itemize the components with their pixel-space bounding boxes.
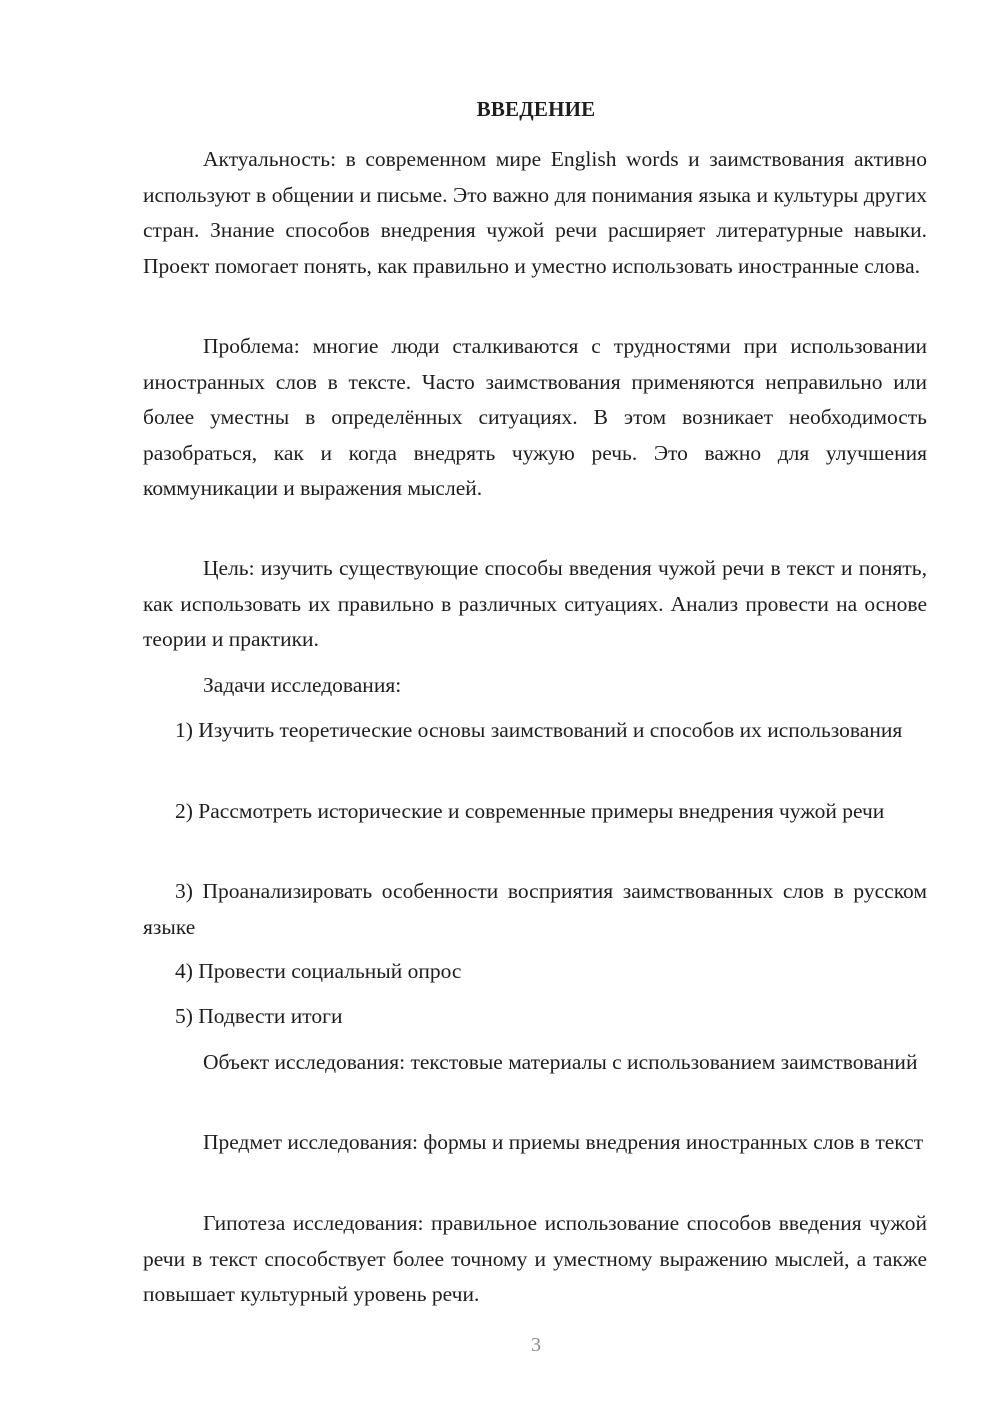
paragraph-relevance: Актуальность: в современном мире English words и заимствования активно используют в общении и письме. Это важно для понимания языка и культуры других стран. Знание способов внедрения чужой речи расширяет литературные навыки. Проект помогает понять, как правильно и уместно использовать иностранные слова. — [143, 147, 927, 278]
paragraph-problem: Проблема: многие люди сталкиваются с трудностями при использовании иностранных слов в тексте. Часто заимствования применяются неправильно или более уместны в определённых ситуациях. В этом возникает необходимость разобраться, как и когда внедрять чужую речь. Это важно для улучшения коммуникации и выражения мыслей. — [143, 334, 927, 500]
paragraph-hypothesis: Гипотеза исследования: правильное использование способов введения чужой речи в текст способствует более точному и уместному выражению мыслей, а также повышает культурный уровень речи. — [143, 1211, 927, 1306]
list-item-task-5: 5) Подвести итоги — [175, 1004, 343, 1028]
paragraph-object: Объект исследования: текстовые материалы с использованием заимствований — [203, 1050, 918, 1074]
paragraph-goal: Цель: изучить существующие способы введения чужой речи в текст и понять, как использовать их правильно в различных ситуациях. Анализ провести на основе теории и практики. — [143, 556, 927, 651]
section-title: ВВЕДЕНИЕ — [476, 97, 596, 121]
page-number: 3 — [531, 1334, 541, 1356]
list-item-task-2: 2) Рассмотреть исторические и современные примеры внедрения чужой речи — [175, 799, 885, 823]
list-item-task-4: 4) Провести социальный опрос — [175, 959, 462, 983]
paragraph-subject: Предмет исследования: формы и приемы внедрения иностранных слов в текст — [203, 1130, 924, 1154]
tasks-heading: Задачи исследования: — [203, 673, 402, 697]
list-item-task-1: 1) Изучить теоретические основы заимствований и способов их использования — [175, 718, 903, 742]
list-item-task-3: 3) Проанализировать особенности восприятия заимствованных слов в русском языке — [143, 879, 927, 939]
